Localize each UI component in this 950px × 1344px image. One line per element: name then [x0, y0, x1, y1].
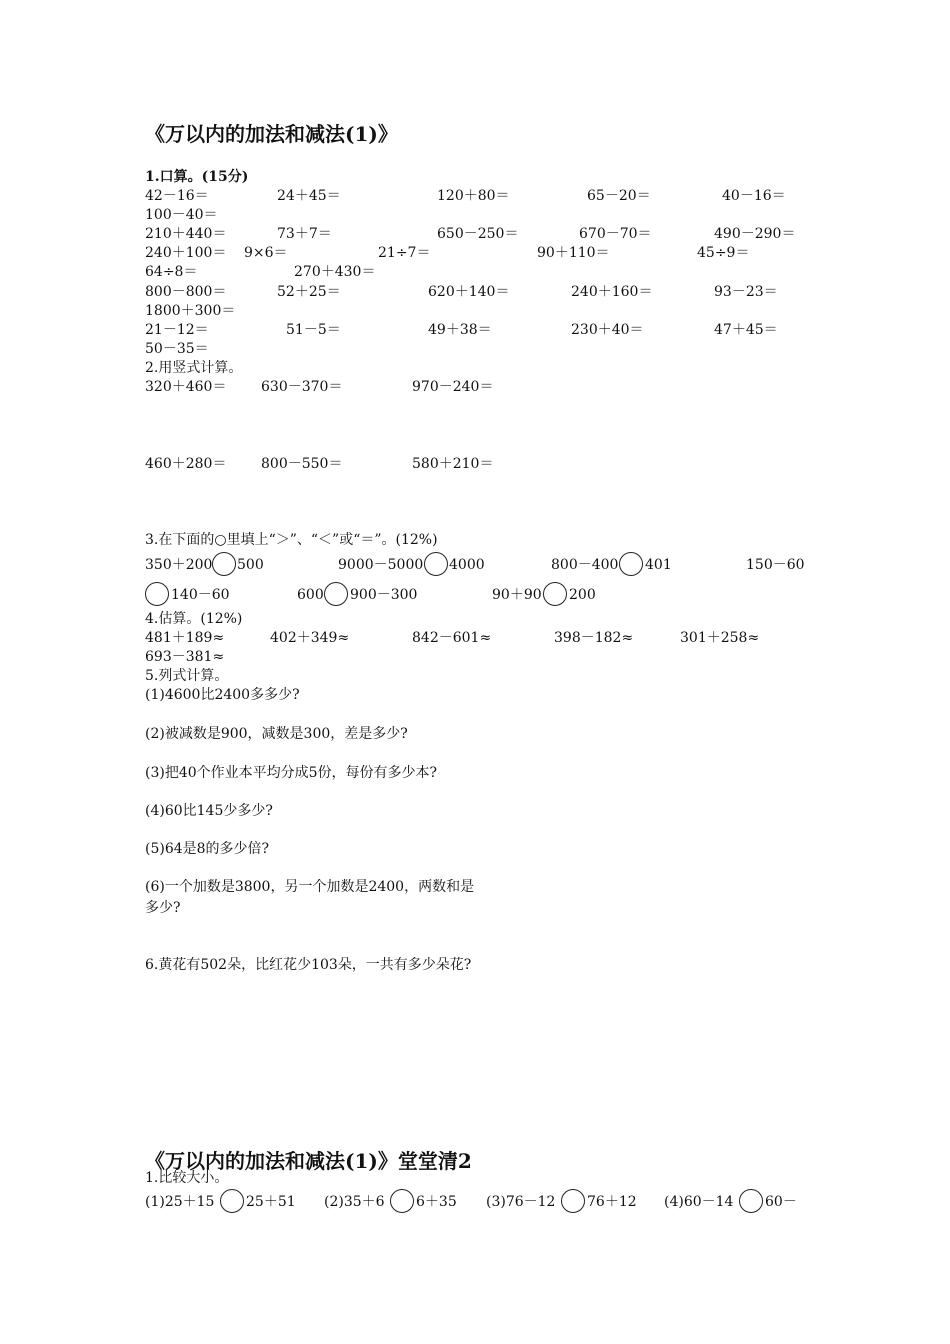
oral-item: 90＋110＝ [537, 245, 610, 261]
answer-circle[interactable] [739, 1189, 763, 1213]
oral-item: 240＋100＝ [145, 245, 227, 261]
oral-row-1 [0, 187, 950, 206]
oral-item: 64÷8＝ [145, 264, 198, 280]
estimate-item: 301＋258≈ [680, 630, 760, 646]
page-2-compare-row [0, 1193, 950, 1212]
oral-row-3 [0, 225, 950, 244]
section-6-question: 6.黄花有502朵，比红花少103朵，一共有多少朵花? [145, 957, 472, 973]
oral-row-6 [0, 283, 950, 302]
vertical-item: 320＋460＝ [145, 379, 227, 395]
compare-left: 800－400 [551, 557, 619, 573]
estimate-item: 402＋349≈ [270, 630, 350, 646]
oral-row-8 [0, 321, 950, 340]
vertical-row-2 [0, 455, 950, 474]
page-2-title: 《万以内的加法和减法(1)》堂堂清2 [145, 1149, 472, 1173]
oral-item: 50－35＝ [145, 341, 209, 357]
word-problem: (4)60比145少多少? [145, 803, 273, 819]
estimate-row-2 [0, 648, 950, 667]
oral-item: 93－23＝ [714, 284, 778, 300]
answer-circle[interactable] [324, 582, 348, 606]
section-4-heading: 4.估算。(12%) [145, 611, 243, 627]
compare-right: 60－ [765, 1194, 797, 1210]
answer-circle[interactable] [220, 1189, 244, 1213]
page-2-section-1-heading: 1.比较大小。 [145, 1170, 229, 1186]
oral-item: 490－290＝ [714, 226, 796, 242]
oral-item: 42－16＝ [145, 188, 209, 204]
oral-item: 230＋40＝ [571, 322, 644, 338]
section-5-heading: 5.列式计算。 [145, 668, 229, 684]
vertical-item: 970－240＝ [412, 379, 494, 395]
oral-item: 120＋80＝ [437, 188, 510, 204]
vertical-item: 460＋280＝ [145, 456, 227, 472]
answer-circle[interactable] [424, 552, 448, 576]
compare-right: 401 [645, 557, 672, 573]
oral-item: 45÷9＝ [697, 245, 750, 261]
estimate-item: 842－601≈ [412, 630, 492, 646]
oral-item: 240＋160＝ [571, 284, 653, 300]
page-title: 《万以内的加法和减法(1)》 [145, 122, 398, 146]
compare-left: 350＋200 [145, 557, 213, 573]
oral-item: 47＋45＝ [714, 322, 778, 338]
oral-item: 73＋7＝ [277, 226, 332, 242]
oral-item: 51－5＝ [286, 322, 341, 338]
oral-item: 100－40＝ [145, 207, 218, 223]
oral-item: 270＋430＝ [294, 264, 376, 280]
oral-row-5 [0, 263, 950, 282]
compare-right: 500 [237, 557, 264, 573]
compare-row-2 [0, 586, 950, 605]
oral-item: 800－800＝ [145, 284, 227, 300]
oral-item: 1800＋300＝ [145, 303, 236, 319]
answer-circle[interactable] [561, 1189, 585, 1213]
compare-left: 90＋90 [492, 587, 542, 603]
compare-right: 900－300 [350, 587, 418, 603]
compare-right: 25＋51 [246, 1194, 296, 1210]
vertical-item: 580＋210＝ [412, 456, 494, 472]
compare-right: 200 [569, 587, 596, 603]
oral-item: 65－20＝ [587, 188, 651, 204]
word-problem-continued: 多少? [145, 900, 181, 916]
compare-right: 76＋12 [587, 1194, 637, 1210]
oral-item: 21÷7＝ [378, 245, 431, 261]
compare-right: 140－60 [171, 587, 230, 603]
oral-item: 650－250＝ [437, 226, 519, 242]
oral-item: 21－12＝ [145, 322, 209, 338]
compare-left: 150－60 [746, 557, 805, 573]
word-problem: (2)被减数是900，减数是300，差是多少? [145, 726, 408, 742]
oral-item: 40－16＝ [722, 188, 786, 204]
answer-circle[interactable] [212, 552, 236, 576]
vertical-row-1 [0, 378, 950, 397]
answer-circle[interactable] [145, 582, 169, 606]
word-problem: (3)把40个作业本平均分成5份，每份有多少本? [145, 765, 438, 781]
compare-left: (4)60－14 [664, 1194, 734, 1210]
compare-right: 4000 [449, 557, 485, 573]
answer-circle[interactable] [543, 582, 567, 606]
oral-item: 52＋25＝ [277, 284, 341, 300]
section-2-heading: 2.用竖式计算。 [145, 360, 243, 376]
compare-right: 6＋35 [416, 1194, 457, 1210]
compare-left: (2)35＋6 [324, 1194, 385, 1210]
compare-left: 600 [297, 587, 324, 603]
oral-item: 210＋440＝ [145, 226, 227, 242]
estimate-row-1 [0, 629, 950, 648]
answer-circle[interactable] [619, 552, 643, 576]
oral-item: 670－70＝ [579, 226, 652, 242]
oral-item: 9×6＝ [244, 245, 288, 261]
compare-row-1 [0, 556, 950, 575]
oral-item: 49＋38＝ [428, 322, 492, 338]
compare-left: (3)76－12 [486, 1194, 556, 1210]
word-problem: (5)64是8的多少倍? [145, 841, 270, 857]
compare-left: 9000－5000 [338, 557, 424, 573]
section-3-heading: 3.在下面的○里填上“＞”、“＜”或“＝”。(12%) [145, 532, 438, 548]
vertical-item: 630－370＝ [261, 379, 343, 395]
estimate-item: 398－182≈ [554, 630, 634, 646]
word-problem: (6)一个加数是3800，另一个加数是2400，两数和是 [145, 879, 475, 895]
vertical-item: 800－550＝ [261, 456, 343, 472]
estimate-item: 481＋189≈ [145, 630, 225, 646]
oral-row-4 [0, 244, 950, 263]
answer-circle[interactable] [390, 1189, 414, 1213]
word-problem: (1)4600比2400多多少? [145, 687, 300, 703]
estimate-item: 693－381≈ [145, 649, 225, 665]
compare-left: (1)25＋15 [145, 1194, 215, 1210]
oral-row-7 [0, 302, 950, 321]
oral-row-2 [0, 206, 950, 225]
section-1-heading: 1.口算。(15分) [145, 169, 249, 185]
oral-item: 620＋140＝ [428, 284, 510, 300]
oral-row-9 [0, 340, 950, 359]
oral-item: 24＋45＝ [277, 188, 341, 204]
